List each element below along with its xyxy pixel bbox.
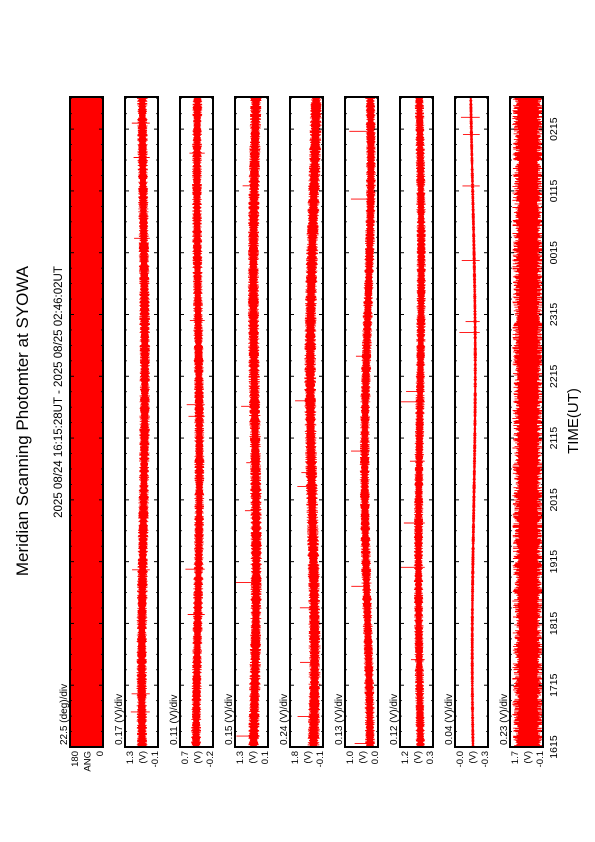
x-tick-label: 2015 <box>548 488 560 512</box>
panel-2 <box>169 97 216 767</box>
panel-unit-label: (V) <box>412 751 424 764</box>
panel-trace <box>304 97 321 747</box>
panel-unit-label: (V) <box>302 751 314 764</box>
y-top-label: 1.3 <box>235 751 246 765</box>
panel-3 <box>224 97 271 764</box>
x-tick-label: 2115 <box>548 426 560 450</box>
panel-trace <box>191 97 204 747</box>
y-top-label: 180 <box>70 751 81 767</box>
panel-scale-label: 0.11 (V)/div <box>169 694 180 745</box>
panel-trace <box>469 97 477 747</box>
y-bottom-label: 0 <box>95 751 106 757</box>
y-bottom-label: -0.1 <box>150 751 161 768</box>
x-tick-labels <box>548 117 560 758</box>
panel-unit-label: (V) <box>522 751 534 764</box>
y-bottom-label: -0.2 <box>205 751 216 768</box>
panel-1 <box>114 97 161 767</box>
x-tick-label: 0015 <box>548 241 560 265</box>
panel-scale-label: 0.23 (V)/div <box>499 693 510 745</box>
panel-scale-label: 0.17 (V)/div <box>114 693 125 745</box>
y-top-label: -0.0 <box>455 751 466 768</box>
panel-scale-label: 0.04 (V)/div <box>444 693 455 745</box>
panels-group <box>59 97 546 772</box>
x-tick-label: 2215 <box>548 364 560 388</box>
y-top-label: 0.7 <box>180 751 191 765</box>
y-bottom-label: 0.0 <box>370 751 381 765</box>
x-tick-label: 1915 <box>548 549 560 574</box>
panel-scale-label: 0.15 (V)/div <box>224 693 235 745</box>
panel-trace <box>136 97 150 747</box>
y-bottom-label: -0.1 <box>315 751 326 768</box>
panel-scale-label: 0.24 (V)/div <box>279 693 290 745</box>
y-bottom-label: -0.1 <box>535 751 546 768</box>
panel-trace <box>512 97 543 747</box>
time-range-label: 2025 08/24 16:15:28UT - 2025 08/25 02:46:02UT <box>53 266 65 518</box>
panel-unit-label: (V) <box>137 751 149 764</box>
panel-scale-label: 0.12 (V)/div <box>389 693 400 745</box>
panel-fill-trace <box>70 97 103 747</box>
panel-scale-label: 22.5 (deg)/div <box>59 683 70 745</box>
panel-trace <box>414 97 426 747</box>
x-tick-label: 0215 <box>548 117 560 141</box>
panel-5 <box>334 97 381 764</box>
y-top-label: 1.7 <box>510 751 521 765</box>
panel-7 <box>444 97 491 767</box>
chart-title: Meridian Scanning Photomter at SYOWA <box>13 265 32 577</box>
y-top-label: 1.3 <box>125 751 136 765</box>
x-tick-label: 1715 <box>548 673 560 697</box>
panel-0 <box>59 97 106 772</box>
panel-8 <box>499 97 546 767</box>
y-top-label: 1.8 <box>290 751 301 765</box>
panel-scale-label: 0.13 (V)/div <box>334 693 345 745</box>
panel-unit-label: (V) <box>247 751 259 764</box>
y-top-label: 1.2 <box>400 751 411 765</box>
y-bottom-label: 0.1 <box>260 751 271 765</box>
x-tick-label: 1615 <box>548 735 560 759</box>
panel-unit-label: (V) <box>467 751 479 764</box>
y-bottom-label: -0.3 <box>480 751 491 768</box>
y-top-label: 1.0 <box>345 751 356 765</box>
panel-unit-label: (V) <box>357 751 369 764</box>
x-tick-label: 1815 <box>548 611 560 636</box>
panel-6 <box>389 97 436 764</box>
panel-unit-label: (V) <box>192 751 204 764</box>
panel-4 <box>279 97 326 767</box>
panel-trace <box>360 97 376 747</box>
x-axis-label: TIME(UT) <box>565 388 582 454</box>
x-tick-label: 0115 <box>548 179 560 203</box>
x-tick-label: 2315 <box>548 302 560 327</box>
panel-trace <box>248 97 262 747</box>
panel-unit-label: ANG <box>82 751 94 772</box>
y-bottom-label: 0.3 <box>425 751 436 765</box>
